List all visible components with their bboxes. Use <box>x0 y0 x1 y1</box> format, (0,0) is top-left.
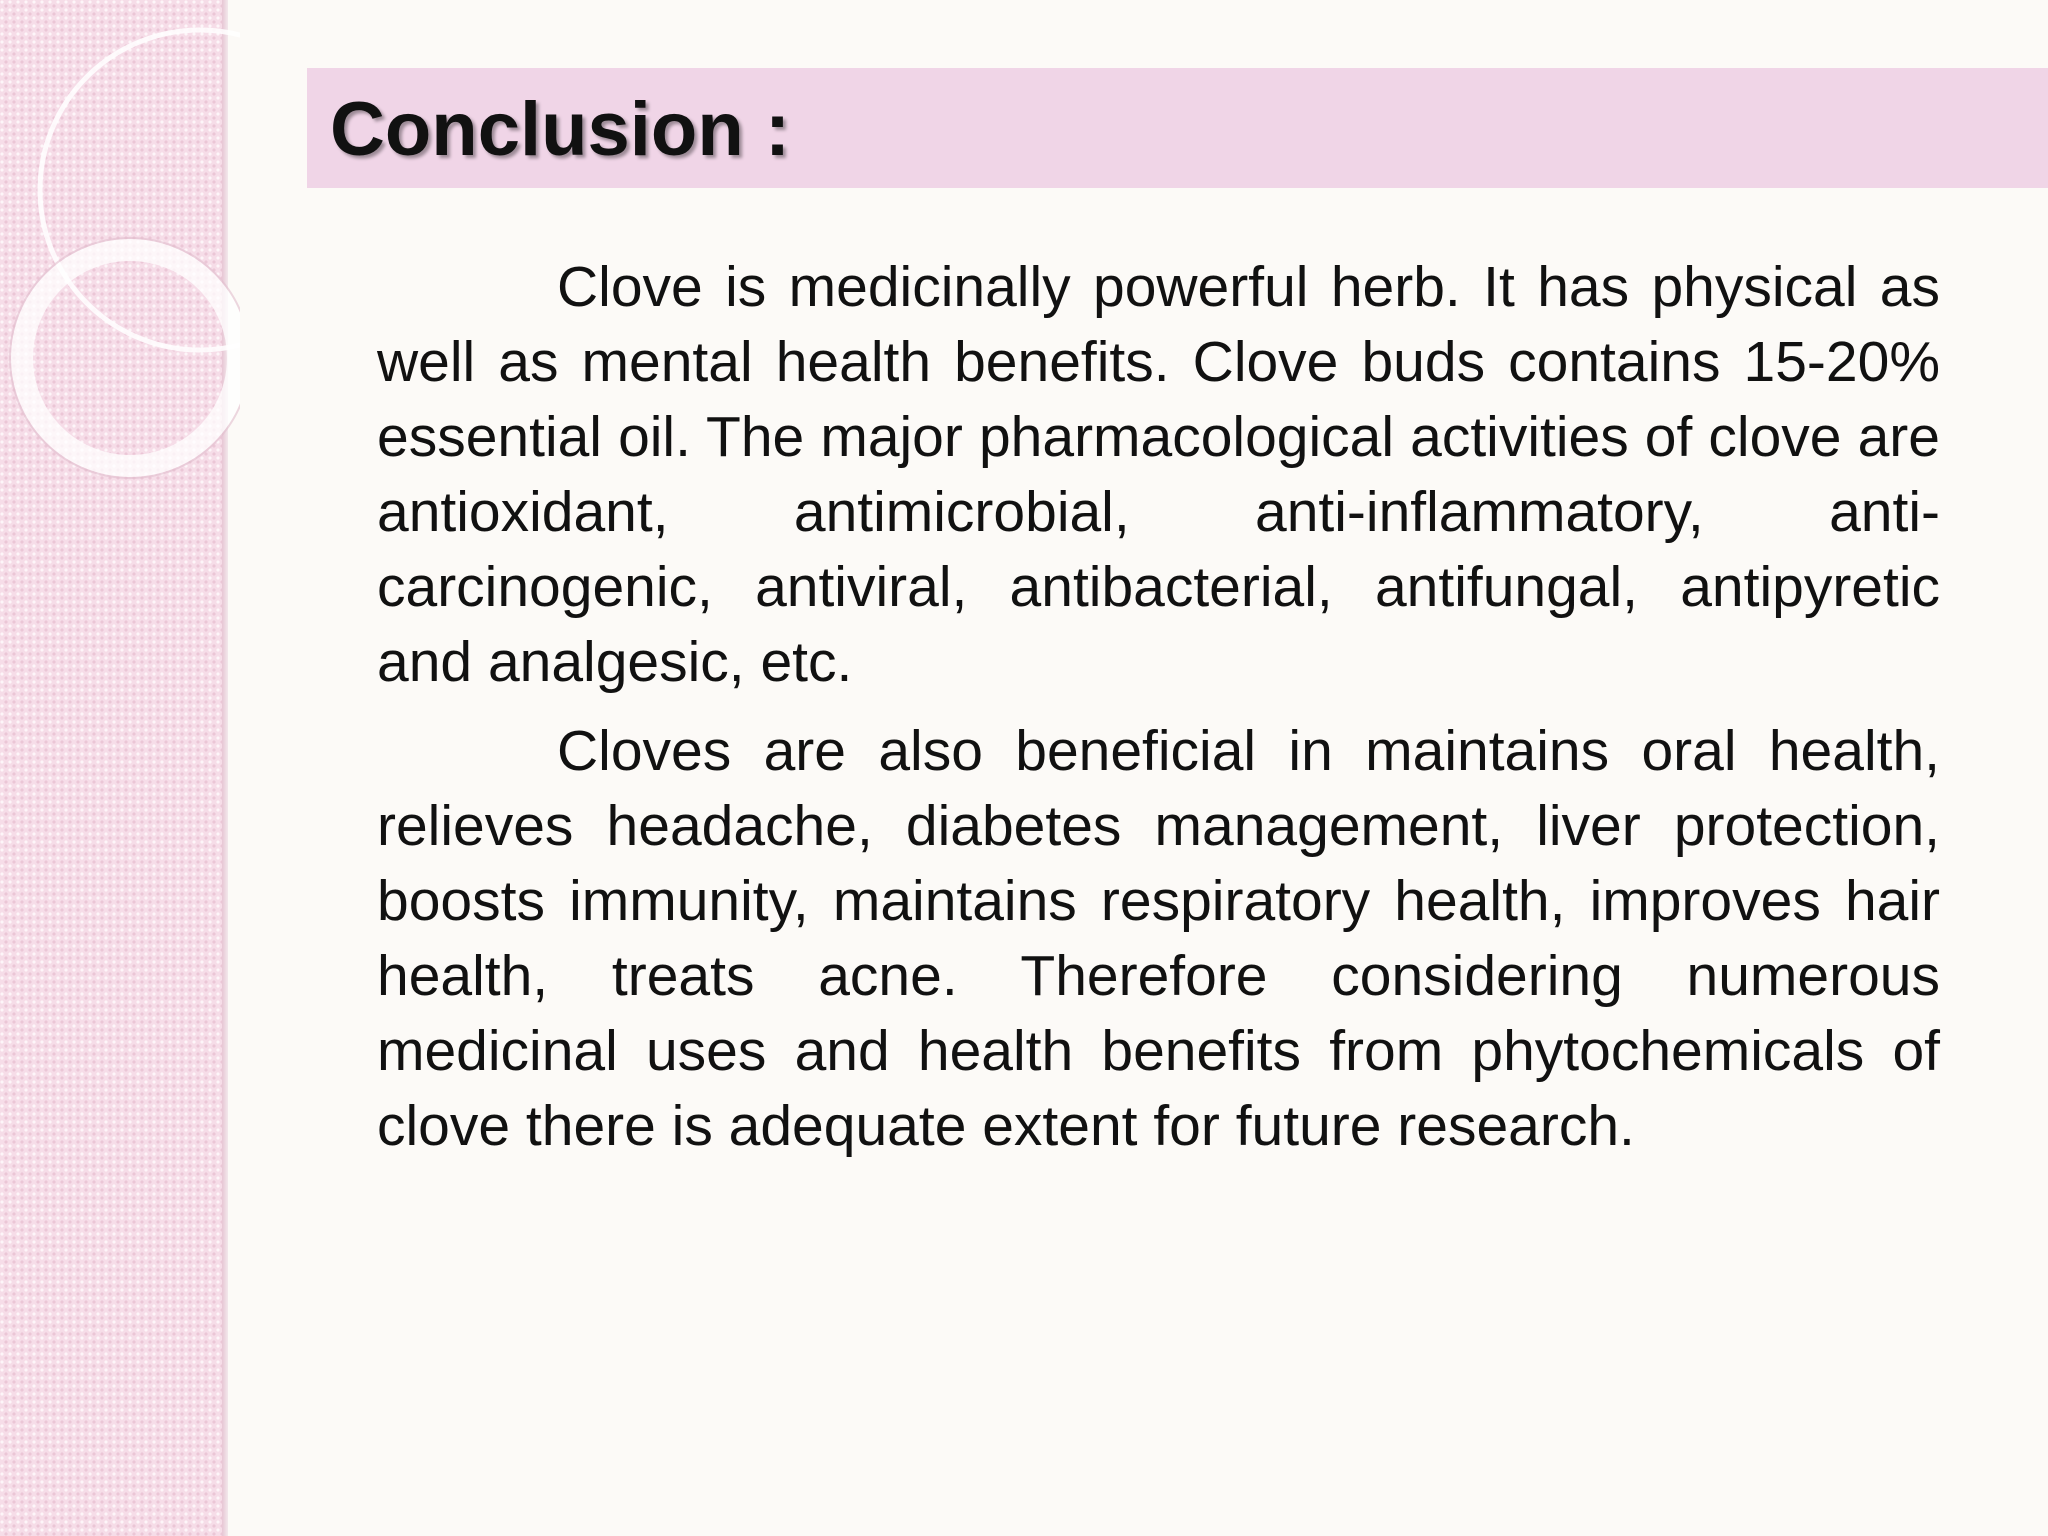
paragraph-2: Cloves are also beneficial in maintains oral health, relieves headache, diabetes management, liver protection, boosts immunity, maintains respiratory health, improves hair health, treats acne. Therefore considering numerous medicinal uses and health benefits from phytochemicals of clove there is adequate extent for future research. <box>377 719 1940 1158</box>
decorative-side-band <box>0 0 226 1536</box>
paragraph-1: Clove is medicinally powerful herb. It has physical as well as mental health benefits. Clove buds contains 15-20% essential oil. The major pharmacological activities of clove are antioxidant, antimicrobial, anti-inflammatory, anti-carcinogenic, antiviral, antibacterial, antifungal, antipyretic and analgesic, etc. <box>377 255 1940 694</box>
side-band-edge <box>222 0 228 1536</box>
slide-title: Conclusion : <box>330 87 791 172</box>
body-text <box>377 250 1940 1178</box>
